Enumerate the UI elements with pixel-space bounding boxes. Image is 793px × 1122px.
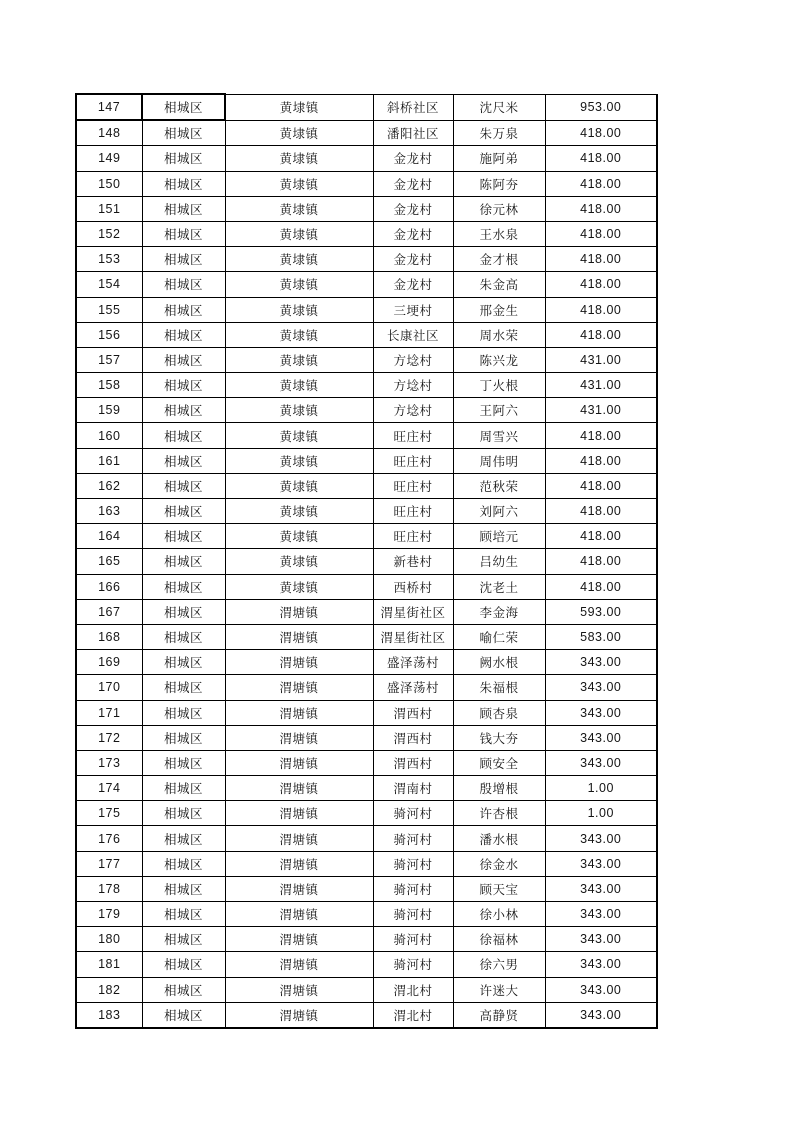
cell-person-name: 丁火根 — [453, 373, 545, 398]
cell-district: 相城区 — [142, 725, 225, 750]
cell-person-name: 周伟明 — [453, 448, 545, 473]
cell-village: 方埝村 — [373, 347, 453, 372]
cell-village: 三埂村 — [373, 297, 453, 322]
cell-village: 金龙村 — [373, 272, 453, 297]
cell-row-number: 157 — [76, 347, 142, 372]
cell-person-name: 周水荣 — [453, 322, 545, 347]
table-row — [76, 272, 657, 297]
cell-village: 金龙村 — [373, 221, 453, 246]
table-row — [76, 221, 657, 246]
cell-district: 相城区 — [142, 977, 225, 1002]
cell-village: 金龙村 — [373, 171, 453, 196]
cell-person-name: 王水泉 — [453, 221, 545, 246]
cell-person-name: 许迷大 — [453, 977, 545, 1002]
payment-table-body — [76, 94, 657, 1028]
cell-district: 相城区 — [142, 247, 225, 272]
cell-person-name: 沈尺米 — [453, 94, 545, 120]
table-row — [76, 448, 657, 473]
table-row — [76, 876, 657, 901]
cell-amount: 343.00 — [545, 700, 657, 725]
cell-amount: 343.00 — [545, 826, 657, 851]
table-row — [76, 574, 657, 599]
cell-person-name: 殷增根 — [453, 776, 545, 801]
cell-amount: 343.00 — [545, 902, 657, 927]
table-row — [76, 473, 657, 498]
cell-town: 渭塘镇 — [225, 801, 373, 826]
cell-person-name: 阙水根 — [453, 650, 545, 675]
cell-row-number: 165 — [76, 549, 142, 574]
cell-row-number: 182 — [76, 977, 142, 1002]
cell-district: 相城区 — [142, 146, 225, 171]
cell-person-name: 朱万泉 — [453, 120, 545, 146]
cell-town: 黄埭镇 — [225, 373, 373, 398]
cell-town: 渭塘镇 — [225, 650, 373, 675]
cell-village: 渭星街社区 — [373, 599, 453, 624]
cell-person-name: 陈兴龙 — [453, 347, 545, 372]
cell-town: 渭塘镇 — [225, 700, 373, 725]
cell-district: 相城区 — [142, 902, 225, 927]
cell-row-number: 170 — [76, 675, 142, 700]
cell-person-name: 钱大夯 — [453, 725, 545, 750]
cell-town: 渭塘镇 — [225, 902, 373, 927]
cell-person-name: 顾天宝 — [453, 876, 545, 901]
cell-village: 旺庄村 — [373, 423, 453, 448]
cell-amount: 1.00 — [545, 801, 657, 826]
cell-person-name: 范秋荣 — [453, 473, 545, 498]
cell-amount: 418.00 — [545, 574, 657, 599]
cell-amount: 431.00 — [545, 347, 657, 372]
cell-person-name: 刘阿六 — [453, 499, 545, 524]
cell-village: 潘阳社区 — [373, 120, 453, 146]
cell-district: 相城区 — [142, 675, 225, 700]
cell-district: 相城区 — [142, 927, 225, 952]
cell-row-number: 175 — [76, 801, 142, 826]
cell-town: 黄埭镇 — [225, 297, 373, 322]
cell-village: 斜桥社区 — [373, 94, 453, 120]
cell-town: 渭塘镇 — [225, 952, 373, 977]
cell-amount: 343.00 — [545, 675, 657, 700]
cell-row-number: 147 — [76, 94, 142, 120]
cell-row-number: 172 — [76, 725, 142, 750]
cell-person-name: 徐六男 — [453, 952, 545, 977]
cell-town: 渭塘镇 — [225, 750, 373, 775]
cell-amount: 418.00 — [545, 120, 657, 146]
cell-district: 相城区 — [142, 499, 225, 524]
cell-district: 相城区 — [142, 196, 225, 221]
table-row — [76, 196, 657, 221]
cell-district: 相城区 — [142, 322, 225, 347]
cell-row-number: 164 — [76, 524, 142, 549]
cell-person-name: 潘水根 — [453, 826, 545, 851]
cell-row-number: 148 — [76, 120, 142, 146]
cell-town: 黄埭镇 — [225, 94, 373, 120]
cell-town: 黄埭镇 — [225, 473, 373, 498]
table-row — [76, 851, 657, 876]
table-row — [76, 750, 657, 775]
table-row — [76, 373, 657, 398]
cell-person-name: 顾安全 — [453, 750, 545, 775]
cell-village: 渭西村 — [373, 725, 453, 750]
cell-town: 黄埭镇 — [225, 322, 373, 347]
table-row — [76, 171, 657, 196]
cell-district: 相城区 — [142, 876, 225, 901]
cell-district: 相城区 — [142, 373, 225, 398]
cell-town: 黄埭镇 — [225, 272, 373, 297]
cell-amount: 343.00 — [545, 952, 657, 977]
cell-amount: 583.00 — [545, 624, 657, 649]
cell-amount: 418.00 — [545, 272, 657, 297]
cell-town: 渭塘镇 — [225, 725, 373, 750]
cell-village: 新巷村 — [373, 549, 453, 574]
cell-row-number: 153 — [76, 247, 142, 272]
cell-person-name: 顾培元 — [453, 524, 545, 549]
cell-row-number: 179 — [76, 902, 142, 927]
cell-district: 相城区 — [142, 398, 225, 423]
cell-person-name: 吕幼生 — [453, 549, 545, 574]
cell-person-name: 高静贤 — [453, 1002, 545, 1028]
table-row — [76, 247, 657, 272]
cell-village: 旺庄村 — [373, 448, 453, 473]
cell-village: 方埝村 — [373, 373, 453, 398]
cell-district: 相城区 — [142, 272, 225, 297]
cell-person-name: 邢金生 — [453, 297, 545, 322]
cell-town: 渭塘镇 — [225, 624, 373, 649]
table-row — [76, 700, 657, 725]
cell-town: 渭塘镇 — [225, 599, 373, 624]
cell-amount: 343.00 — [545, 725, 657, 750]
cell-village: 方埝村 — [373, 398, 453, 423]
table-row — [76, 398, 657, 423]
cell-amount: 343.00 — [545, 750, 657, 775]
cell-town: 黄埭镇 — [225, 398, 373, 423]
cell-amount: 418.00 — [545, 297, 657, 322]
cell-amount: 953.00 — [545, 94, 657, 120]
cell-row-number: 180 — [76, 927, 142, 952]
cell-village: 旺庄村 — [373, 524, 453, 549]
table-row — [76, 801, 657, 826]
table-row — [76, 94, 657, 120]
table-row — [76, 146, 657, 171]
cell-village: 旺庄村 — [373, 499, 453, 524]
cell-person-name: 施阿弟 — [453, 146, 545, 171]
table-row — [76, 423, 657, 448]
cell-amount: 418.00 — [545, 221, 657, 246]
cell-district: 相城区 — [142, 574, 225, 599]
cell-amount: 418.00 — [545, 423, 657, 448]
cell-amount: 343.00 — [545, 1002, 657, 1028]
cell-row-number: 160 — [76, 423, 142, 448]
cell-district: 相城区 — [142, 297, 225, 322]
cell-row-number: 151 — [76, 196, 142, 221]
table-row — [76, 499, 657, 524]
table-row — [76, 826, 657, 851]
cell-district: 相城区 — [142, 826, 225, 851]
cell-village: 西桥村 — [373, 574, 453, 599]
table-row — [76, 347, 657, 372]
cell-person-name: 徐福林 — [453, 927, 545, 952]
table-row — [76, 776, 657, 801]
cell-district: 相城区 — [142, 650, 225, 675]
table-row — [76, 675, 657, 700]
cell-village: 骑河村 — [373, 851, 453, 876]
cell-row-number: 183 — [76, 1002, 142, 1028]
cell-row-number: 162 — [76, 473, 142, 498]
cell-amount: 343.00 — [545, 650, 657, 675]
cell-district: 相城区 — [142, 801, 225, 826]
cell-village: 渭南村 — [373, 776, 453, 801]
cell-person-name: 朱金高 — [453, 272, 545, 297]
cell-person-name: 朱福根 — [453, 675, 545, 700]
cell-town: 黄埭镇 — [225, 524, 373, 549]
cell-row-number: 155 — [76, 297, 142, 322]
cell-village: 骑河村 — [373, 801, 453, 826]
cell-town: 黄埭镇 — [225, 171, 373, 196]
cell-person-name: 沈老土 — [453, 574, 545, 599]
cell-district: 相城区 — [142, 524, 225, 549]
cell-town: 黄埭镇 — [225, 549, 373, 574]
cell-district: 相城区 — [142, 221, 225, 246]
cell-town: 黄埭镇 — [225, 221, 373, 246]
cell-town: 黄埭镇 — [225, 146, 373, 171]
table-row — [76, 1002, 657, 1028]
cell-village: 骑河村 — [373, 826, 453, 851]
cell-district: 相城区 — [142, 94, 225, 120]
table-row — [76, 322, 657, 347]
cell-person-name: 陈阿夯 — [453, 171, 545, 196]
cell-person-name: 王阿六 — [453, 398, 545, 423]
cell-town: 黄埭镇 — [225, 448, 373, 473]
cell-village: 骑河村 — [373, 876, 453, 901]
cell-amount: 343.00 — [545, 927, 657, 952]
cell-district: 相城区 — [142, 599, 225, 624]
cell-amount: 418.00 — [545, 171, 657, 196]
cell-district: 相城区 — [142, 549, 225, 574]
cell-town: 渭塘镇 — [225, 826, 373, 851]
cell-person-name: 徐小林 — [453, 902, 545, 927]
cell-district: 相城区 — [142, 423, 225, 448]
cell-row-number: 177 — [76, 851, 142, 876]
cell-village: 骑河村 — [373, 952, 453, 977]
cell-row-number: 174 — [76, 776, 142, 801]
cell-town: 黄埭镇 — [225, 499, 373, 524]
cell-person-name: 周雪兴 — [453, 423, 545, 448]
cell-town: 渭塘镇 — [225, 776, 373, 801]
cell-town: 渭塘镇 — [225, 851, 373, 876]
cell-amount: 418.00 — [545, 524, 657, 549]
table-row — [76, 549, 657, 574]
cell-amount: 418.00 — [545, 146, 657, 171]
cell-village: 骑河村 — [373, 902, 453, 927]
table-row — [76, 902, 657, 927]
cell-person-name: 许杏根 — [453, 801, 545, 826]
cell-town: 黄埭镇 — [225, 574, 373, 599]
cell-village: 渭星街社区 — [373, 624, 453, 649]
cell-row-number: 176 — [76, 826, 142, 851]
cell-district: 相城区 — [142, 171, 225, 196]
cell-town: 渭塘镇 — [225, 876, 373, 901]
cell-village: 渭北村 — [373, 1002, 453, 1028]
cell-village: 盛泽荡村 — [373, 650, 453, 675]
cell-row-number: 154 — [76, 272, 142, 297]
cell-district: 相城区 — [142, 851, 225, 876]
cell-amount: 418.00 — [545, 473, 657, 498]
cell-district: 相城区 — [142, 952, 225, 977]
cell-amount: 343.00 — [545, 851, 657, 876]
cell-row-number: 159 — [76, 398, 142, 423]
cell-row-number: 166 — [76, 574, 142, 599]
cell-district: 相城区 — [142, 1002, 225, 1028]
cell-village: 渭西村 — [373, 700, 453, 725]
cell-village: 渭西村 — [373, 750, 453, 775]
cell-row-number: 178 — [76, 876, 142, 901]
cell-amount: 431.00 — [545, 373, 657, 398]
cell-town: 黄埭镇 — [225, 423, 373, 448]
cell-district: 相城区 — [142, 776, 225, 801]
cell-amount: 418.00 — [545, 499, 657, 524]
cell-village: 旺庄村 — [373, 473, 453, 498]
cell-village: 渭北村 — [373, 977, 453, 1002]
cell-town: 渭塘镇 — [225, 927, 373, 952]
cell-row-number: 181 — [76, 952, 142, 977]
cell-town: 渭塘镇 — [225, 1002, 373, 1028]
cell-town: 黄埭镇 — [225, 196, 373, 221]
cell-town: 黄埭镇 — [225, 347, 373, 372]
table-row — [76, 927, 657, 952]
cell-amount: 343.00 — [545, 977, 657, 1002]
cell-town: 黄埭镇 — [225, 247, 373, 272]
cell-town: 渭塘镇 — [225, 977, 373, 1002]
cell-village: 盛泽荡村 — [373, 675, 453, 700]
cell-amount: 1.00 — [545, 776, 657, 801]
cell-row-number: 163 — [76, 499, 142, 524]
cell-row-number: 158 — [76, 373, 142, 398]
table-row — [76, 952, 657, 977]
cell-row-number: 150 — [76, 171, 142, 196]
table-row — [76, 297, 657, 322]
cell-row-number: 161 — [76, 448, 142, 473]
table-row — [76, 624, 657, 649]
cell-amount: 418.00 — [545, 549, 657, 574]
cell-row-number: 149 — [76, 146, 142, 171]
cell-district: 相城区 — [142, 473, 225, 498]
table-row — [76, 650, 657, 675]
cell-district: 相城区 — [142, 448, 225, 473]
cell-amount: 418.00 — [545, 196, 657, 221]
cell-row-number: 156 — [76, 322, 142, 347]
cell-person-name: 李金海 — [453, 599, 545, 624]
cell-district: 相城区 — [142, 750, 225, 775]
cell-amount: 593.00 — [545, 599, 657, 624]
cell-row-number: 171 — [76, 700, 142, 725]
table-row — [76, 120, 657, 146]
cell-town: 黄埭镇 — [225, 120, 373, 146]
cell-village: 长康社区 — [373, 322, 453, 347]
cell-district: 相城区 — [142, 700, 225, 725]
cell-person-name: 徐元林 — [453, 196, 545, 221]
cell-row-number: 152 — [76, 221, 142, 246]
cell-row-number: 173 — [76, 750, 142, 775]
cell-person-name: 顾杏泉 — [453, 700, 545, 725]
cell-row-number: 169 — [76, 650, 142, 675]
cell-amount: 418.00 — [545, 448, 657, 473]
cell-amount: 418.00 — [545, 247, 657, 272]
cell-district: 相城区 — [142, 624, 225, 649]
cell-row-number: 167 — [76, 599, 142, 624]
cell-village: 金龙村 — [373, 247, 453, 272]
cell-person-name: 徐金水 — [453, 851, 545, 876]
cell-person-name: 金才根 — [453, 247, 545, 272]
cell-district: 相城区 — [142, 347, 225, 372]
cell-person-name: 喻仁荣 — [453, 624, 545, 649]
table-row — [76, 725, 657, 750]
table-row — [76, 977, 657, 1002]
cell-row-number: 168 — [76, 624, 142, 649]
cell-amount: 431.00 — [545, 398, 657, 423]
payment-table — [75, 93, 658, 1029]
cell-village: 金龙村 — [373, 146, 453, 171]
cell-village: 金龙村 — [373, 196, 453, 221]
table-row — [76, 524, 657, 549]
cell-amount: 343.00 — [545, 876, 657, 901]
table-row — [76, 599, 657, 624]
cell-amount: 418.00 — [545, 322, 657, 347]
cell-district: 相城区 — [142, 120, 225, 146]
cell-village: 骑河村 — [373, 927, 453, 952]
cell-town: 渭塘镇 — [225, 675, 373, 700]
